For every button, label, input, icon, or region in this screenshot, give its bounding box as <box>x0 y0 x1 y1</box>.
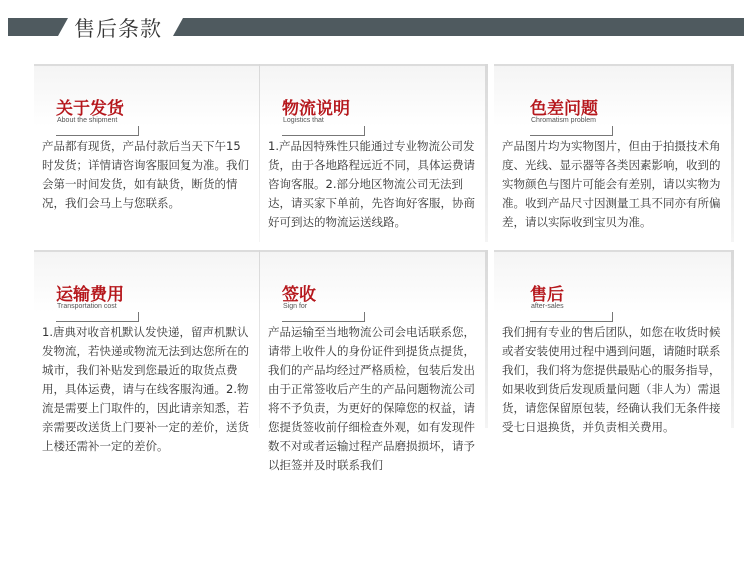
card-subtitle: after-sales <box>531 303 564 310</box>
card-title: 关于发货 <box>56 99 124 119</box>
header-bar-right <box>183 18 744 36</box>
card-logistics <box>260 64 488 242</box>
card-body: 1.产品因特殊性只能通过专业物流公司发货，由于各地路程远近不同，具体运费请咨询客服。2.部分地区物流公司无法到达，请买家下单前，先咨询好客服，协商好可到达的物流运送线路。 <box>268 139 475 229</box>
title-underline <box>56 312 139 322</box>
card-chromatism <box>494 64 734 242</box>
card-title: 运输费用 <box>56 285 124 305</box>
card-subtitle: Logistics that <box>283 117 324 124</box>
card-transport-cost <box>34 250 262 453</box>
title-underline <box>282 126 365 136</box>
card-body: 产品运输至当地物流公司会电话联系您，请带上收件人的身份证件到提货点提货，我们的产品均经过严格质检，包装后发出由于正常签收后产生的产品问题物流公司将不予负责，为更好的保障您的权益，请您提货签收前仔细检查外观，如有发现件数不对或者运输过程产品磨损损坏，请予以拒签并及时联系我们 <box>268 325 475 472</box>
title-underline <box>530 312 613 322</box>
card-subtitle: Sign for <box>283 303 308 310</box>
card-subtitle: About the shipment <box>57 117 118 124</box>
card-title: 签收 <box>282 285 316 305</box>
card-title: 色差问题 <box>530 99 598 119</box>
page-title: 售后条款 <box>74 17 162 41</box>
title-underline <box>530 126 613 136</box>
card-title: 物流说明 <box>282 99 350 119</box>
card-after-sales <box>494 250 734 434</box>
card-body: 产品都有现货，产品付款后当天下午15时发货；详情请咨询客服回复为准。我们会第一时间发货，如有缺货，断货的情况，我们会马上与您联系。 <box>42 139 249 210</box>
card-body: 1.唐典对收音机默认发快递，留声机默认发物流，若快递或物流无法到达您所在的城市，我们补贴发到您最近的取货点费用，具体运费，请与在线客服沟通。2.物流是需要上门取件的，因此请亲知悉，若亲需要改送货上门要补一定的差价，送货上楼还需补一定的差价。 <box>42 325 249 453</box>
card-shipment <box>34 64 262 242</box>
title-underline <box>282 312 365 322</box>
card-body: 产品图片均为实物图片，但由于拍摄技术角度、光线、显示器等各类因素影响，收到的实物颜色与图片可能会有差别，请以实物为准。收到产品尺寸因测量工具不同亦有所偏差，请以实际收到宝贝为准。 <box>502 139 721 229</box>
title-underline <box>56 126 139 136</box>
card-subtitle: Transportation cost <box>57 303 117 310</box>
card-subtitle: Chromatism problem <box>531 117 596 124</box>
card-body: 我们拥有专业的售后团队，如您在收货时候或者安装使用过程中遇到问题，请随时联系我们，我们将为您提供最贴心的服务指导，如果收到货后发现质量问题（非人为）需退货，请您保留原包装，经确认我们无条件接受七日退换货，并负责相关费用。 <box>502 325 721 434</box>
card-title: 售后 <box>530 285 564 305</box>
header-bar-left <box>8 18 58 36</box>
card-sign-for <box>260 250 488 472</box>
